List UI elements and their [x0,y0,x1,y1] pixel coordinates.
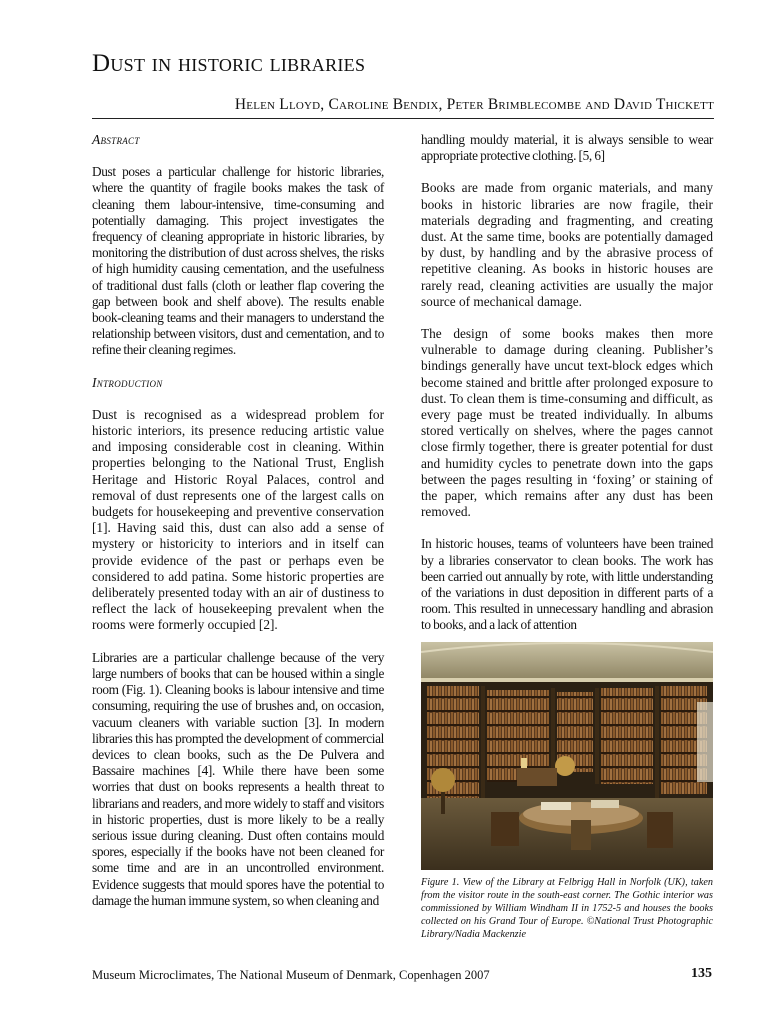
header-rule [92,118,714,119]
body-paragraph-2: Books are made from organic materials, and many books in historic libraries are now fragile, their materials degrading and fragmenting, and creating dust. At the same time, books are potentially damaged by dust, by handling and by the abrasive process of repetitive cleaning. As books in historic houses are rarely read, cleaning activities are usually the major source of mechanical damage. [421,180,713,309]
introduction-paragraph-1: Dust is recognised as a widespread problem for historic interiors, its presence reducing artistic value and imposing considerable cost in cleaning. Within properties belonging to the National Trust, English Heritage and Historic Royal Palaces, control and removal of dust represents one of the largest calls on budgets for housekeeping and preventive conservation [1]. Having said this, dust can also add a sense of mystery or historicity to interiors and in itself can provide evidence of the past or perhaps even be considered to add patina. Some historic properties are deliberately presented today with an air of dustiness to reflect the lack of housekeeping prevalent when the rooms were formerly occupied [2]. [92,406,384,633]
library-photo [421,642,713,870]
abstract-heading: Abstract [92,132,140,147]
body-paragraph-1: handling mouldy material, it is always sensible to wear appropriate protective clothing. [5, 6] [421,132,713,164]
abstract-text: Dust poses a particular challenge for historic libraries, where the quantity of fragile books makes the task of cleaning them labour-intensive, time-consuming and potentially damaging. This project investigates the frequency of cleaning appropriate in historic libraries, by monitoring the distribution of dust across shelves, the risks of high humidity causing cementation, and the usefulness of traditional dust falls (cloth or leather flap covering the gap between book and shelf above). The results enable book-cleaning teams and their managers to understand the relationship between visitors, dust and cementation, and to refine their cleaning regimes. [92,164,384,358]
body-paragraph-4: In historic houses, teams of volunteers have been trained by a libraries conservator to clean books. The work has been carried out annually by rote, with little understanding of the variations in dust deposition in different parts of a room. This resulted in unnecessary handling and abrasion to books, and a lack of attention [421,536,713,633]
introduction-paragraph-2: Libraries are a particular challenge because of the very large numbers of books that can be housed within a single room (Fig. 1). Cleaning books is labour intensive and time consuming, requiring the use of brushes and, on occasion, vacuum cleaners with variable suction [3]. In modern libraries this has prompted the development of commercial devices to clean books, such as the De Pulvera and Bassaire machines [4]. While there have been some worries that dust on books represents a health threat to librarians and readers, and more widely to staff and visitors in historic properties, dust is more likely to be a really serious issue during cleaning. Dust often contains mould spores, especially if the books have not been cleaned for some time and are in an uncontrolled environment. Evidence suggests that mould spores have the potential to damage the human immune system, so when cleaning and [92,649,384,908]
paper-title: Dust in historic libraries [92,50,366,77]
footer-text: Museum Microclimates, The National Museum of Denmark, Copenhagen 2007 [92,968,490,982]
body-paragraph-3: The design of some books makes then more vulnerable to damage during cleaning. Publisher’s bindings generally have uncut text-block edges which become stained and brittle after prolonged exposure to dust. To clean them is time-consuming and difficult, as every page must be treated individually. In albums stored vertically on shelves, where the pages cannot close firmly together, there is greater potential for dust and humidity cycles to penetrate down into the gaps between the pages resulting in ‘foxing’ or staining of the paper, which remains after any dust has been removed. [421,326,713,520]
left-column [92,132,384,925]
introduction-heading: Introduction [92,374,163,390]
right-column [421,132,713,957]
author-list: Helen Lloyd, Caroline Bendix, Peter Brimblecombe and David Thickett [234,96,714,113]
library-photo-illustration [421,642,713,870]
page-number: 135 [691,966,712,981]
figure-caption: Figure 1. View of the Library at Felbrigg Hall in Norfolk (UK), taken from the visitor route in the south-east corner. The Gothic interior was commissioned by William Windham II in 1752-5 and houses the books collected on his Grand Tour of Europe. ©National Trust Photographic Library/Nadia Mackenzie [421,876,713,940]
